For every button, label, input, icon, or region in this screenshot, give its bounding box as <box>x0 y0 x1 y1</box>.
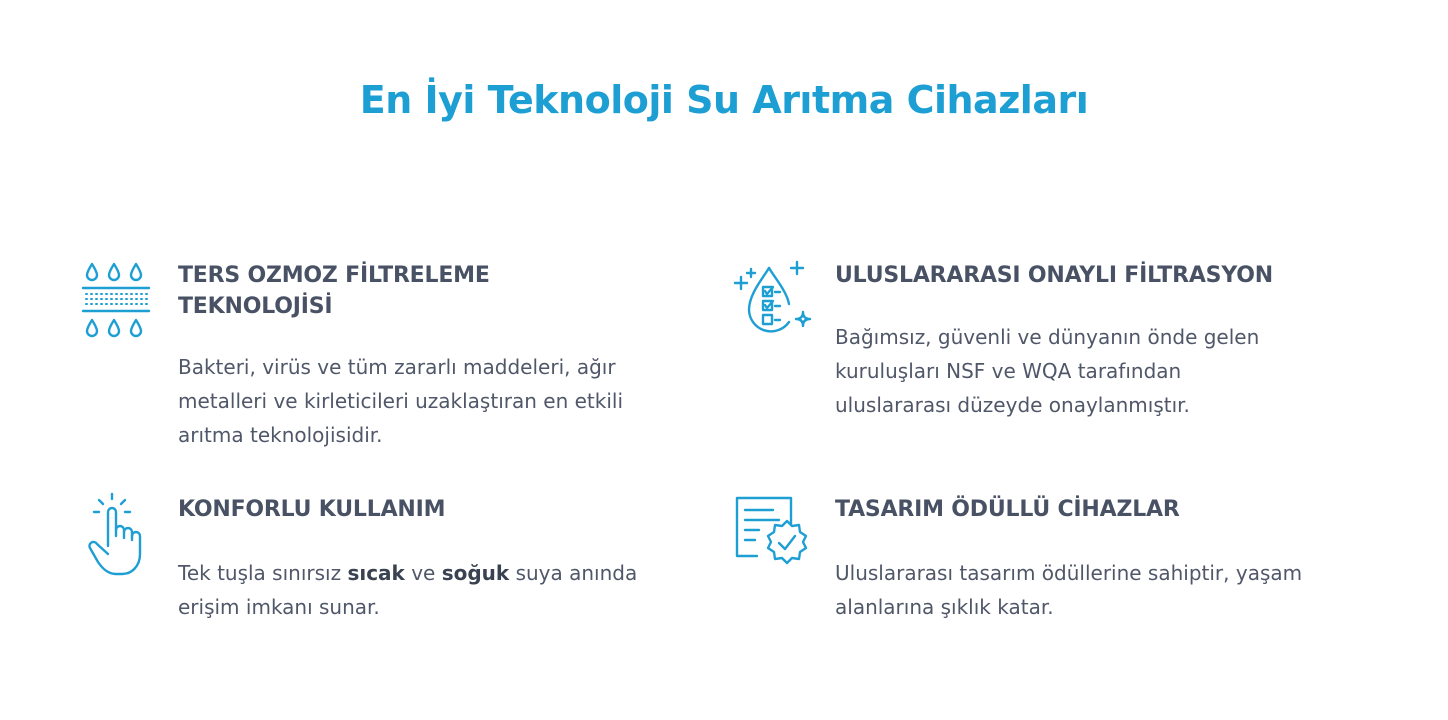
feature-heading: ULUSLARARASI ONAYLI FİLTRASYON <box>835 263 1273 288</box>
description-text: ve <box>404 561 442 585</box>
feature-heading: TASARIM ÖDÜLLÜ CİHAZLAR <box>835 497 1180 522</box>
certified-drop-icon <box>733 258 813 348</box>
page-title: En İyi Teknoloji Su Arıtma Cihazları <box>359 78 1089 122</box>
feature-description: Bağımsız, güvenli ve dünyanın önde gelen kuruluşları NSF ve WQA tarafından uluslararası düzeyde onaylanmıştır. <box>835 325 1260 417</box>
cold-keyword: soğuk <box>441 561 510 585</box>
description-text: suya anında erişim imkanı sunar. <box>178 561 638 619</box>
feature-description: Uluslararası tasarım ödüllerine sahiptir, yaşam alanlarına şıklık katar. <box>835 561 1303 619</box>
description-text: Tek tuşla sınırsız <box>178 561 348 585</box>
feature-heading: KONFORLU KULLANIM <box>178 497 446 522</box>
water-filter-icon <box>80 258 160 348</box>
feature-heading: TERS OZMOZ FİLTRELEME TEKNOLOJİSİ <box>178 263 490 319</box>
feature-description: Bakteri, virüs ve tüm zararlı maddeleri, ağır metalleri ve kirleticileri uzaklaştıran en etkili arıtma teknolojisidir. <box>178 355 623 447</box>
hot-keyword: sıcak <box>347 561 405 585</box>
feature-description <box>178 556 638 624</box>
award-document-icon <box>733 490 813 580</box>
touch-hand-icon <box>80 490 160 580</box>
